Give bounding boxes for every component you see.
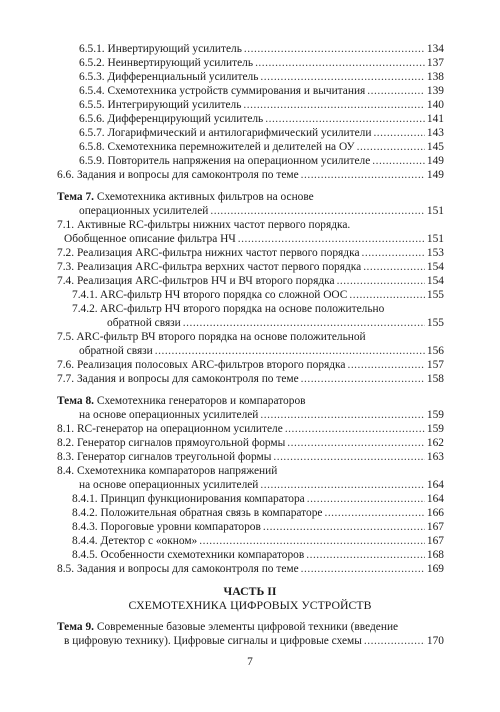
toc-entry[interactable]: 8.4.4. Детектор с «окном» ..... 167 bbox=[72, 534, 444, 548]
toc-entry[interactable]: 6.5.5. Интегрирующий усилитель ..... 140 bbox=[79, 98, 444, 112]
toc-entry[interactable]: обратной связи ..... 156 bbox=[79, 344, 444, 358]
toc-entry[interactable]: 8.4.2. Положительная обратная связь в компараторе ..... 166 bbox=[72, 506, 444, 520]
toc-entry[interactable]: 8.1. RC-генератор на операционном усилителе ..... 159 bbox=[57, 422, 444, 436]
part-subtitle: СХЕМОТЕХНИКА ЦИФРОВЫХ УСТРОЙСТВ bbox=[128, 598, 372, 612]
toc-entry[interactable]: 6.5.6. Дифференцирующий усилитель ..... 141 bbox=[79, 112, 444, 126]
toc-entry[interactable]: 6.5.7. Логарифмический и антилогарифмический усилители ..... 143 bbox=[79, 126, 444, 140]
toc-entry-line: 7.5. ARC-фильтр ВЧ второго порядка на основе положительной bbox=[57, 331, 366, 343]
toc-entry[interactable]: 8.4.1. Принцип функционирования компаратора ..... 164 bbox=[72, 492, 444, 506]
toc-entry[interactable]: 8.5. Задания и вопросы для самоконтроля по теме ..... 169 bbox=[57, 562, 444, 576]
toc-entry[interactable]: Обобщенное описание фильтра НЧ ..... 151 bbox=[64, 232, 444, 246]
toc-entry[interactable]: 6.5.2. Неинвертирующий усилитель ..... 137 bbox=[79, 56, 444, 70]
topic-7-heading: Тема 7. Схемотехника активных фильтров на основе bbox=[57, 191, 314, 203]
toc-entry[interactable]: 7.2. Реализация ARC-фильтра нижних частот первого порядка ..... 153 bbox=[57, 246, 444, 260]
toc-entry[interactable]: 8.4.5. Особенности схемотехники компараторов ..... 168 bbox=[72, 548, 444, 562]
part-title: ЧАСТЬ II bbox=[223, 584, 277, 598]
toc-entry[interactable]: обратной связи ..... 155 bbox=[107, 316, 444, 330]
toc-entry-line: 7.4.2. ARC-фильтр НЧ второго порядка на основе положительно bbox=[72, 303, 385, 315]
toc-entry[interactable]: 7.4. Реализация ARC-фильтров НЧ и ВЧ второго порядка ..... 154 bbox=[57, 274, 444, 288]
toc-entry-line: 8.4. Схемотехника компараторов напряжений bbox=[57, 465, 278, 477]
toc-entry-line: 7.1. Активные RC-фильтры нижних частот первого порядка. bbox=[57, 219, 351, 231]
toc-entry[interactable]: 6.5.3. Дифференциальный усилитель ..... 138 bbox=[79, 70, 444, 84]
topic-7-link[interactable]: операционных усилителей ..... 151 bbox=[79, 204, 444, 218]
toc-entry[interactable]: 7.6. Реализация полосовых ARC-фильтров второго порядка ..... 157 bbox=[57, 358, 444, 372]
toc-entry[interactable]: 7.7. Задания и вопросы для самоконтроля по теме ..... 158 bbox=[57, 372, 444, 386]
toc-entry[interactable]: 6.5.9. Повторитель напряжения на операционном усилителе ..... 149 bbox=[79, 154, 444, 168]
toc-entry[interactable]: 6.5.4. Схемотехника устройств суммирования и вычитания ..... 139 bbox=[79, 84, 444, 98]
topic-9-heading: Тема 9. Современные базовые элементы цифровой техники (введение bbox=[57, 621, 399, 633]
toc-entry[interactable]: 8.2. Генератор сигналов прямоугольной формы ..... 162 bbox=[57, 436, 444, 450]
toc-entry[interactable]: 6.5.1. Инвертирующий усилитель ..... 134 bbox=[79, 42, 444, 56]
page-number: 7 bbox=[247, 656, 253, 668]
toc-entry[interactable]: 8.4.3. Пороговые уровни компараторов ..... 167 bbox=[72, 520, 444, 534]
toc-entry[interactable]: 7.4.1. ARC-фильтр НЧ второго порядка со сложной ООС ..... 155 bbox=[72, 288, 444, 302]
topic-8-heading: Тема 8. Схемотехника генераторов и компараторов bbox=[57, 395, 306, 407]
toc-entry[interactable]: 6.5.8. Схемотехника перемножителей и делителей на ОУ ..... 145 bbox=[79, 140, 444, 154]
toc-entry[interactable]: на основе операционных усилителей ..... 164 bbox=[79, 478, 444, 492]
toc-entry[interactable]: 6.6. Задания и вопросы для самоконтроля по теме ..... 149 bbox=[57, 168, 444, 182]
toc-entry[interactable]: 7.3. Реализация ARC-фильтра верхних частот первого порядка ..... 154 bbox=[57, 260, 444, 274]
topic-8-link[interactable]: на основе операционных усилителей ..... 159 bbox=[79, 408, 444, 422]
toc-entry[interactable]: 8.3. Генератор сигналов треугольной формы ..... 163 bbox=[57, 450, 444, 464]
topic-9-link[interactable]: в цифровую технику). Цифровые сигналы и цифровые схемы ..... 170 bbox=[64, 634, 444, 648]
